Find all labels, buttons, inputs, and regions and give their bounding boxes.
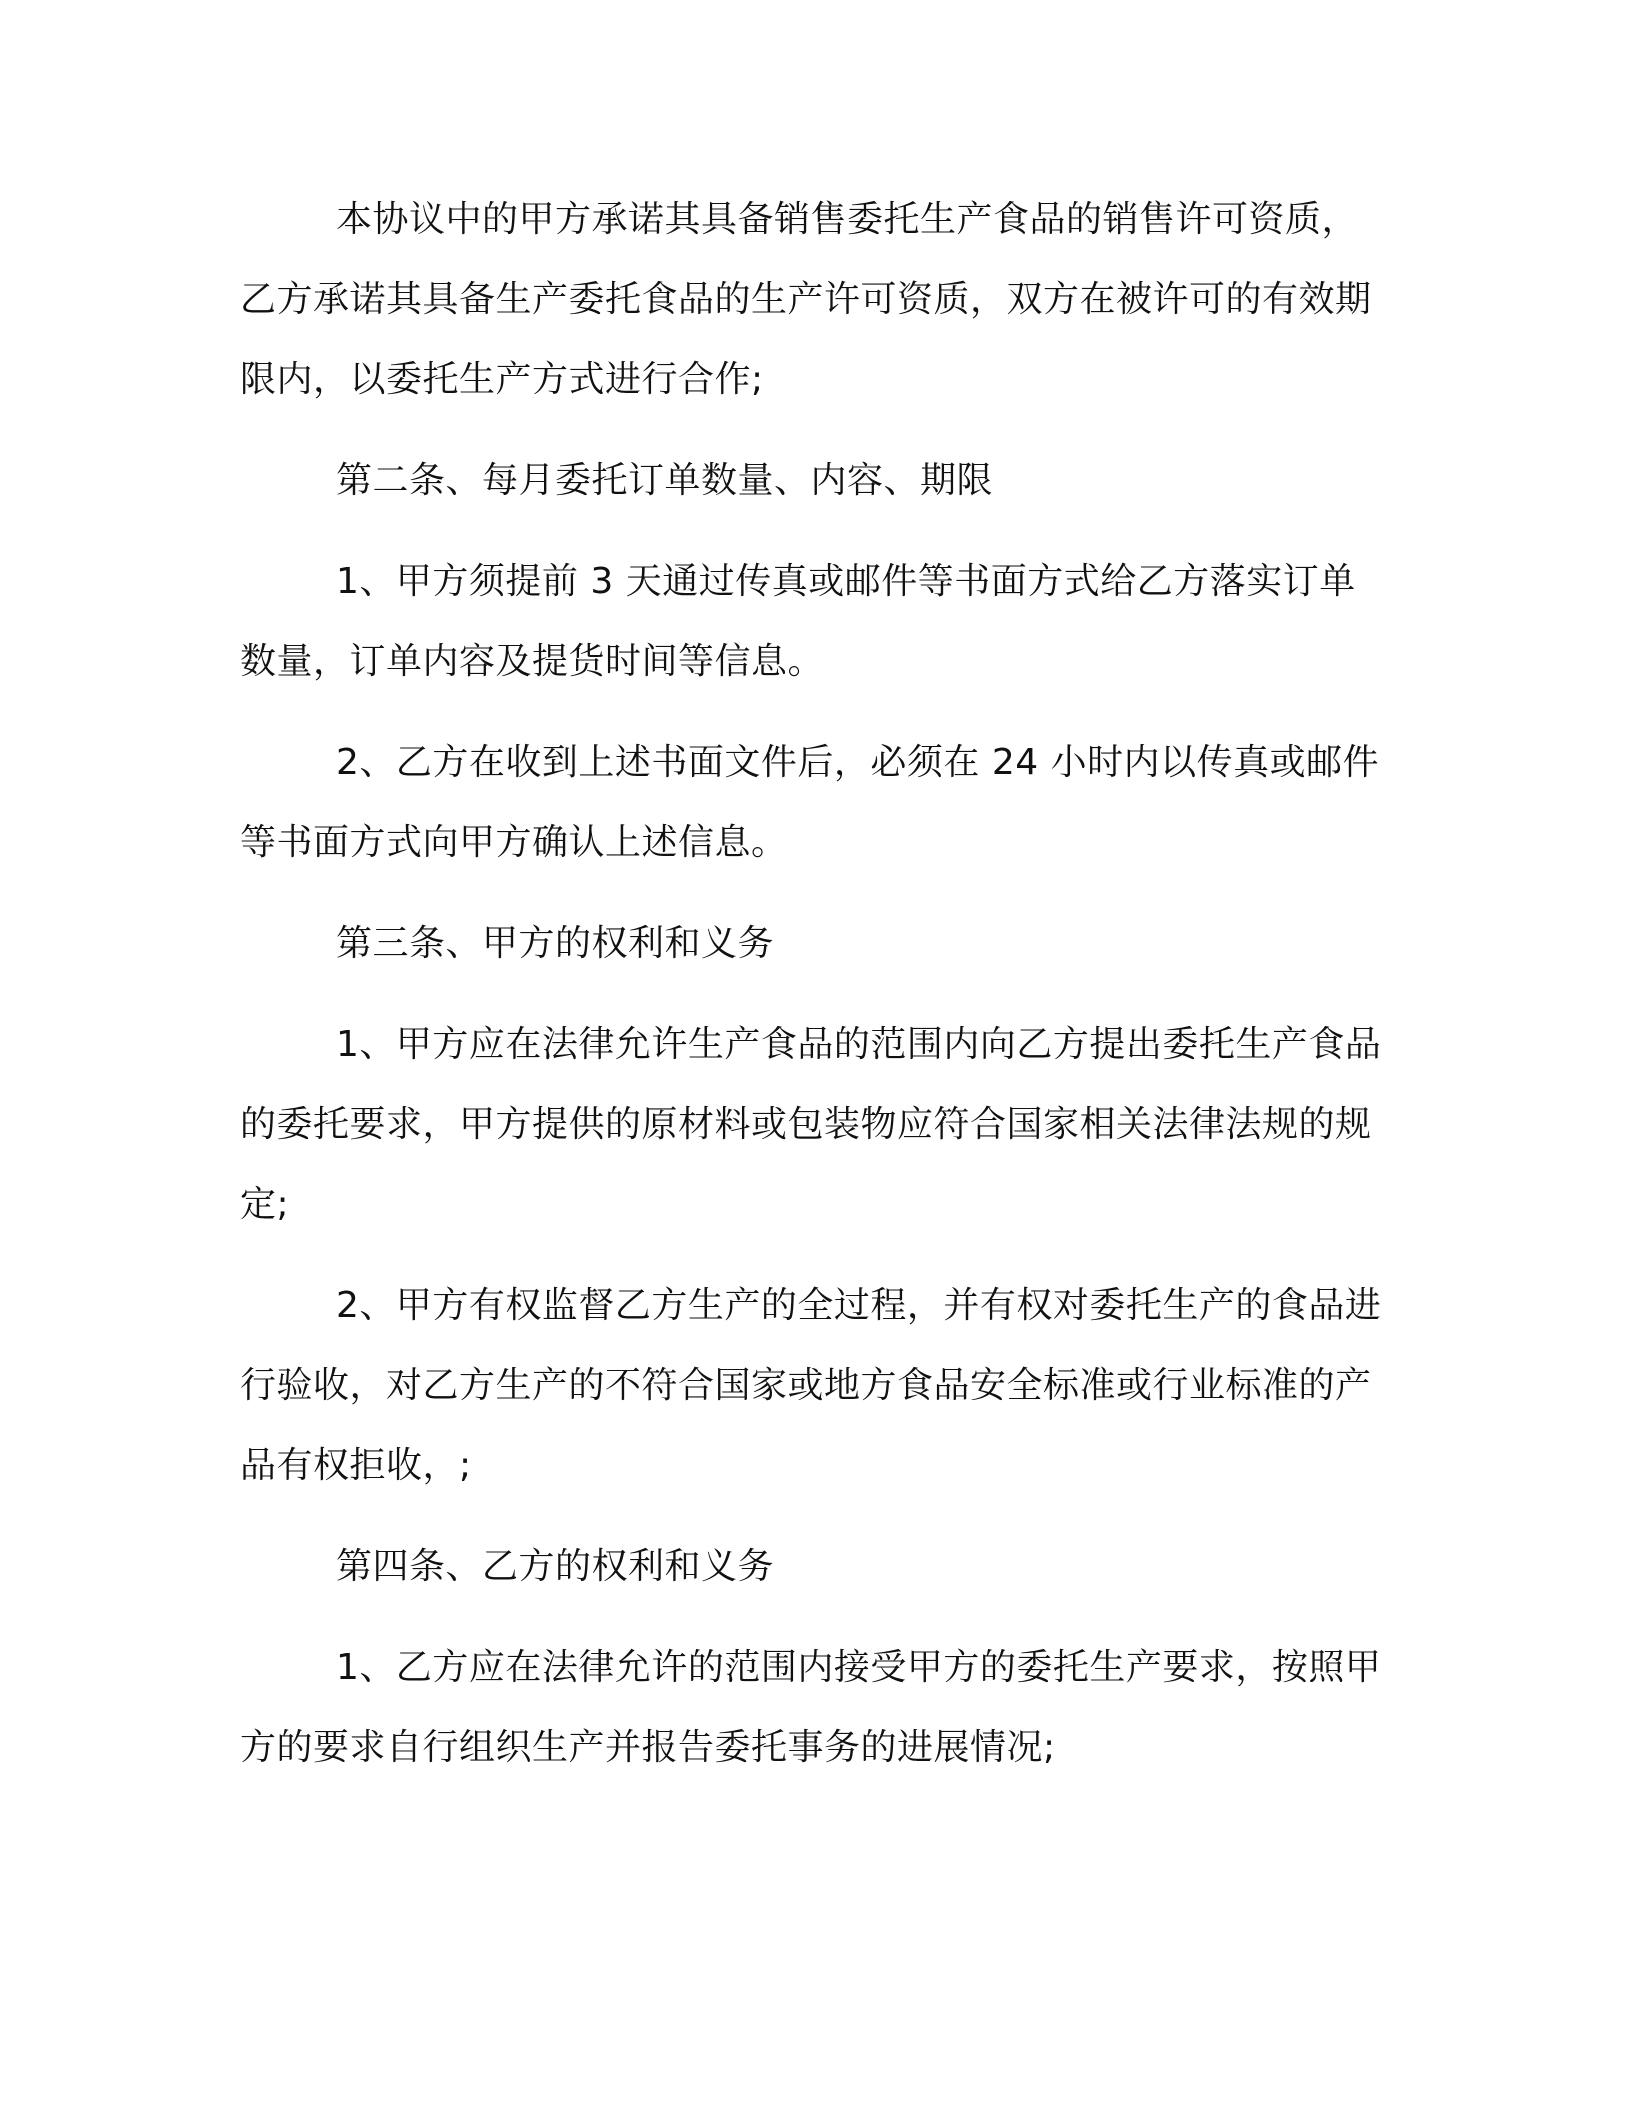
document-body [240, 180, 1390, 1809]
section-heading-article-3: 第三条、甲方的权利和义务 [336, 923, 775, 964]
section-heading-article-2: 第二条、每月委托订单数量、内容、期限 [336, 460, 994, 501]
paragraph-article-2-item-1: 1、甲方须提前 3 天通过传真或邮件等书面方式给乙方落实订单数量，订单内容及提货时间等信息。 [240, 561, 1356, 682]
paragraph-article-2-item-2: 2、乙方在收到上述书面文件后，必须在 24 小时内以传真或邮件等书面方式向甲方确认上述信息。 [240, 742, 1380, 863]
paragraph-article-3-item-1: 1、甲方应在法律允许生产食品的范围内向乙方提出委托生产食品的委托要求，甲方提供的原材料或包装物应符合国家相关法律法规的规定; [240, 1024, 1382, 1225]
paragraph-qualification: 本协议中的甲方承诺其具备销售委托生产食品的销售许可资质，乙方承诺其具备生产委托食品的生产许可资质，双方在被许可的有效期限内，以委托生产方式进行合作; [240, 199, 1372, 400]
paragraph-article-3-item-2: 2、甲方有权监督乙方生产的全过程，并有权对委托生产的食品进行验收，对乙方生产的不符合国家或地方食品安全标准或行业标准的产品有权拒收，; [240, 1285, 1382, 1486]
section-heading-article-4: 第四条、乙方的权利和义务 [336, 1546, 775, 1587]
paragraph-article-4-item-1: 1、乙方应在法律允许的范围内接受甲方的委托生产要求，按照甲方的要求自行组织生产并报告委托事务的进展情况; [240, 1647, 1382, 1768]
